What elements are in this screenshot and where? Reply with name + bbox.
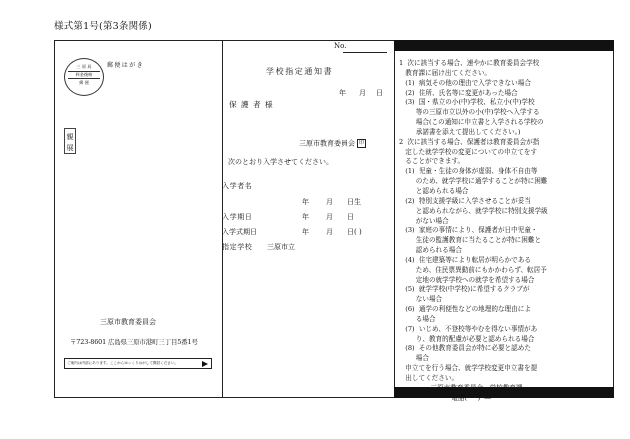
instruction-line: ることができます。 (399, 157, 465, 166)
opening-notice-text: ご案内は内部にあります。ここからゆっくりはがして開封ください。 (67, 361, 179, 365)
instruction-line: 出してください。 (399, 374, 459, 382)
ceremony-year: 年 (302, 228, 309, 236)
instruction-line: 申立てを行う場合、就学学校変更申立書を提 (399, 364, 538, 373)
instruction-line: (1) 病気その他の理由で入学できない場合 (399, 78, 531, 87)
instruction-line: 場合 (399, 354, 429, 363)
ceremony-month: 月 (326, 228, 333, 236)
stamp-line-2: 料金後納 (68, 71, 100, 79)
postage-stamp-mark (64, 58, 104, 96)
arrow-right-icon (202, 361, 208, 367)
instruction-line: と認められながら、就学学校に特別支援学級 (399, 206, 548, 215)
instruction-line: (8) その他教育委員会が特に必要と認めた (399, 344, 531, 353)
addressee: 保 護 者 様 (229, 100, 274, 109)
notice-body: 次のとおり入学させてください。 (228, 158, 333, 166)
instruction-line: (5) 就学学校(中学校)に希望するクラブが (399, 285, 530, 294)
instruction-line: 生徒の監護教育に当たることが特に困難と (399, 236, 542, 245)
date-month: 月 (359, 89, 366, 97)
entry-month: 月 (326, 213, 333, 221)
instruction-line: る場合 (399, 314, 436, 323)
instruction-line: り、教育的配慮が必要と認められる場合 (399, 334, 535, 343)
instruction-line: (6) 通学の利便性などの地理的な理由によ (399, 305, 531, 314)
student-label: 入学者名 (222, 182, 253, 190)
side-label-2: 展 (66, 144, 74, 152)
entry-day: 日 (347, 213, 354, 221)
instruction-line: 定地の就学学校への就学を希望する場合 (399, 275, 535, 284)
sender-address: 〒723-8601 広島県三原市港町三丁目5番1号 (70, 338, 198, 346)
birth-day: 日生 (347, 198, 361, 206)
school-label: 指定学校 (222, 243, 253, 251)
instruction-line: ため、住民票異動前にもかかわらず、転居予 (399, 265, 547, 274)
entry-label: 入学期日 (222, 213, 253, 221)
issuer-name: 三原市教育委員会 (299, 139, 355, 148)
instruction-line: ない場合 (399, 295, 443, 304)
instruction-line: のため、就学学校に通学することが特に困難 (399, 177, 548, 186)
date-day: 日 (376, 89, 383, 97)
instruction-line: 三原市教育委員会 学校教育課 (399, 383, 523, 392)
instruction-line: 1 次に該当する場合、速やかに教育委員会学校 (399, 59, 540, 67)
birth-year: 年 (302, 198, 309, 206)
ceremony-day: 日( ) (347, 228, 362, 236)
instruction-line: 定した就学学校の変更についての申立てをす (399, 147, 538, 156)
instruction-line: 2 次に該当する場合、保護者は教育委員会が指 (399, 137, 540, 146)
instruction-line: と認められる場合 (399, 186, 469, 195)
instructions (399, 59, 609, 404)
instruction-line: 等の三原市立以外の小(中)学校へ入学する (399, 108, 540, 117)
fold-line-right (394, 41, 395, 397)
instruction-line: 認められる場合 (399, 246, 462, 255)
instruction-line: 電話( ) ― (399, 393, 491, 402)
instruction-line: (2) 住所、氏名等に変更があった場合 (399, 88, 518, 97)
postcard-title: 郵便はがき (107, 62, 145, 69)
instruction-line: (2) 特別支援学級に入学させることが妥当 (399, 196, 531, 205)
form-number: 様式第1号(第3条関係) (54, 21, 152, 32)
side-label-box (64, 128, 76, 154)
instruction-line: (1) 児童・生徒の身体が虚弱、身体不自由等 (399, 167, 538, 176)
instruction-line: (3) 国・県立の小(中)学校、私立小(中)学校 (399, 98, 535, 107)
side-label-1: 親 (66, 133, 74, 141)
notice-title: 学校指定通知書 (266, 67, 334, 76)
school-value: 三原市立 (267, 243, 295, 251)
opening-notice (64, 358, 212, 369)
instruction-line: 承諾書を添えて提出してください。) (399, 127, 521, 136)
sender-name: 三原市教育委員会 (100, 318, 156, 326)
instruction-line: 場合(この通知に申立書と入学される学校の (399, 118, 544, 127)
instruction-line: (3) 家庭の事情により、保護者が日中児童・ (399, 226, 538, 235)
top-black-bar (394, 40, 614, 51)
seal-mark: 印 (358, 140, 364, 146)
notice-number-label: No. (334, 42, 347, 50)
ceremony-label: 入学式期日 (222, 228, 257, 236)
date-year: 年 (339, 89, 346, 97)
instruction-line: (4) 住宅建築等により転居が明らかである (399, 255, 531, 264)
birth-month: 月 (326, 198, 333, 206)
instruction-line: がない場合 (399, 216, 449, 225)
notice-number-line (343, 52, 387, 53)
stamp-line-1: 三 原 局 (76, 64, 92, 69)
instruction-line: (7) いじめ、不登校等やむを得ない事情があ (399, 324, 538, 333)
stamp-line-3: 郵 便 (79, 80, 89, 86)
entry-year: 年 (302, 213, 309, 221)
instruction-line: 教育課に届け出てください。 (399, 68, 492, 77)
issuer (299, 139, 366, 148)
